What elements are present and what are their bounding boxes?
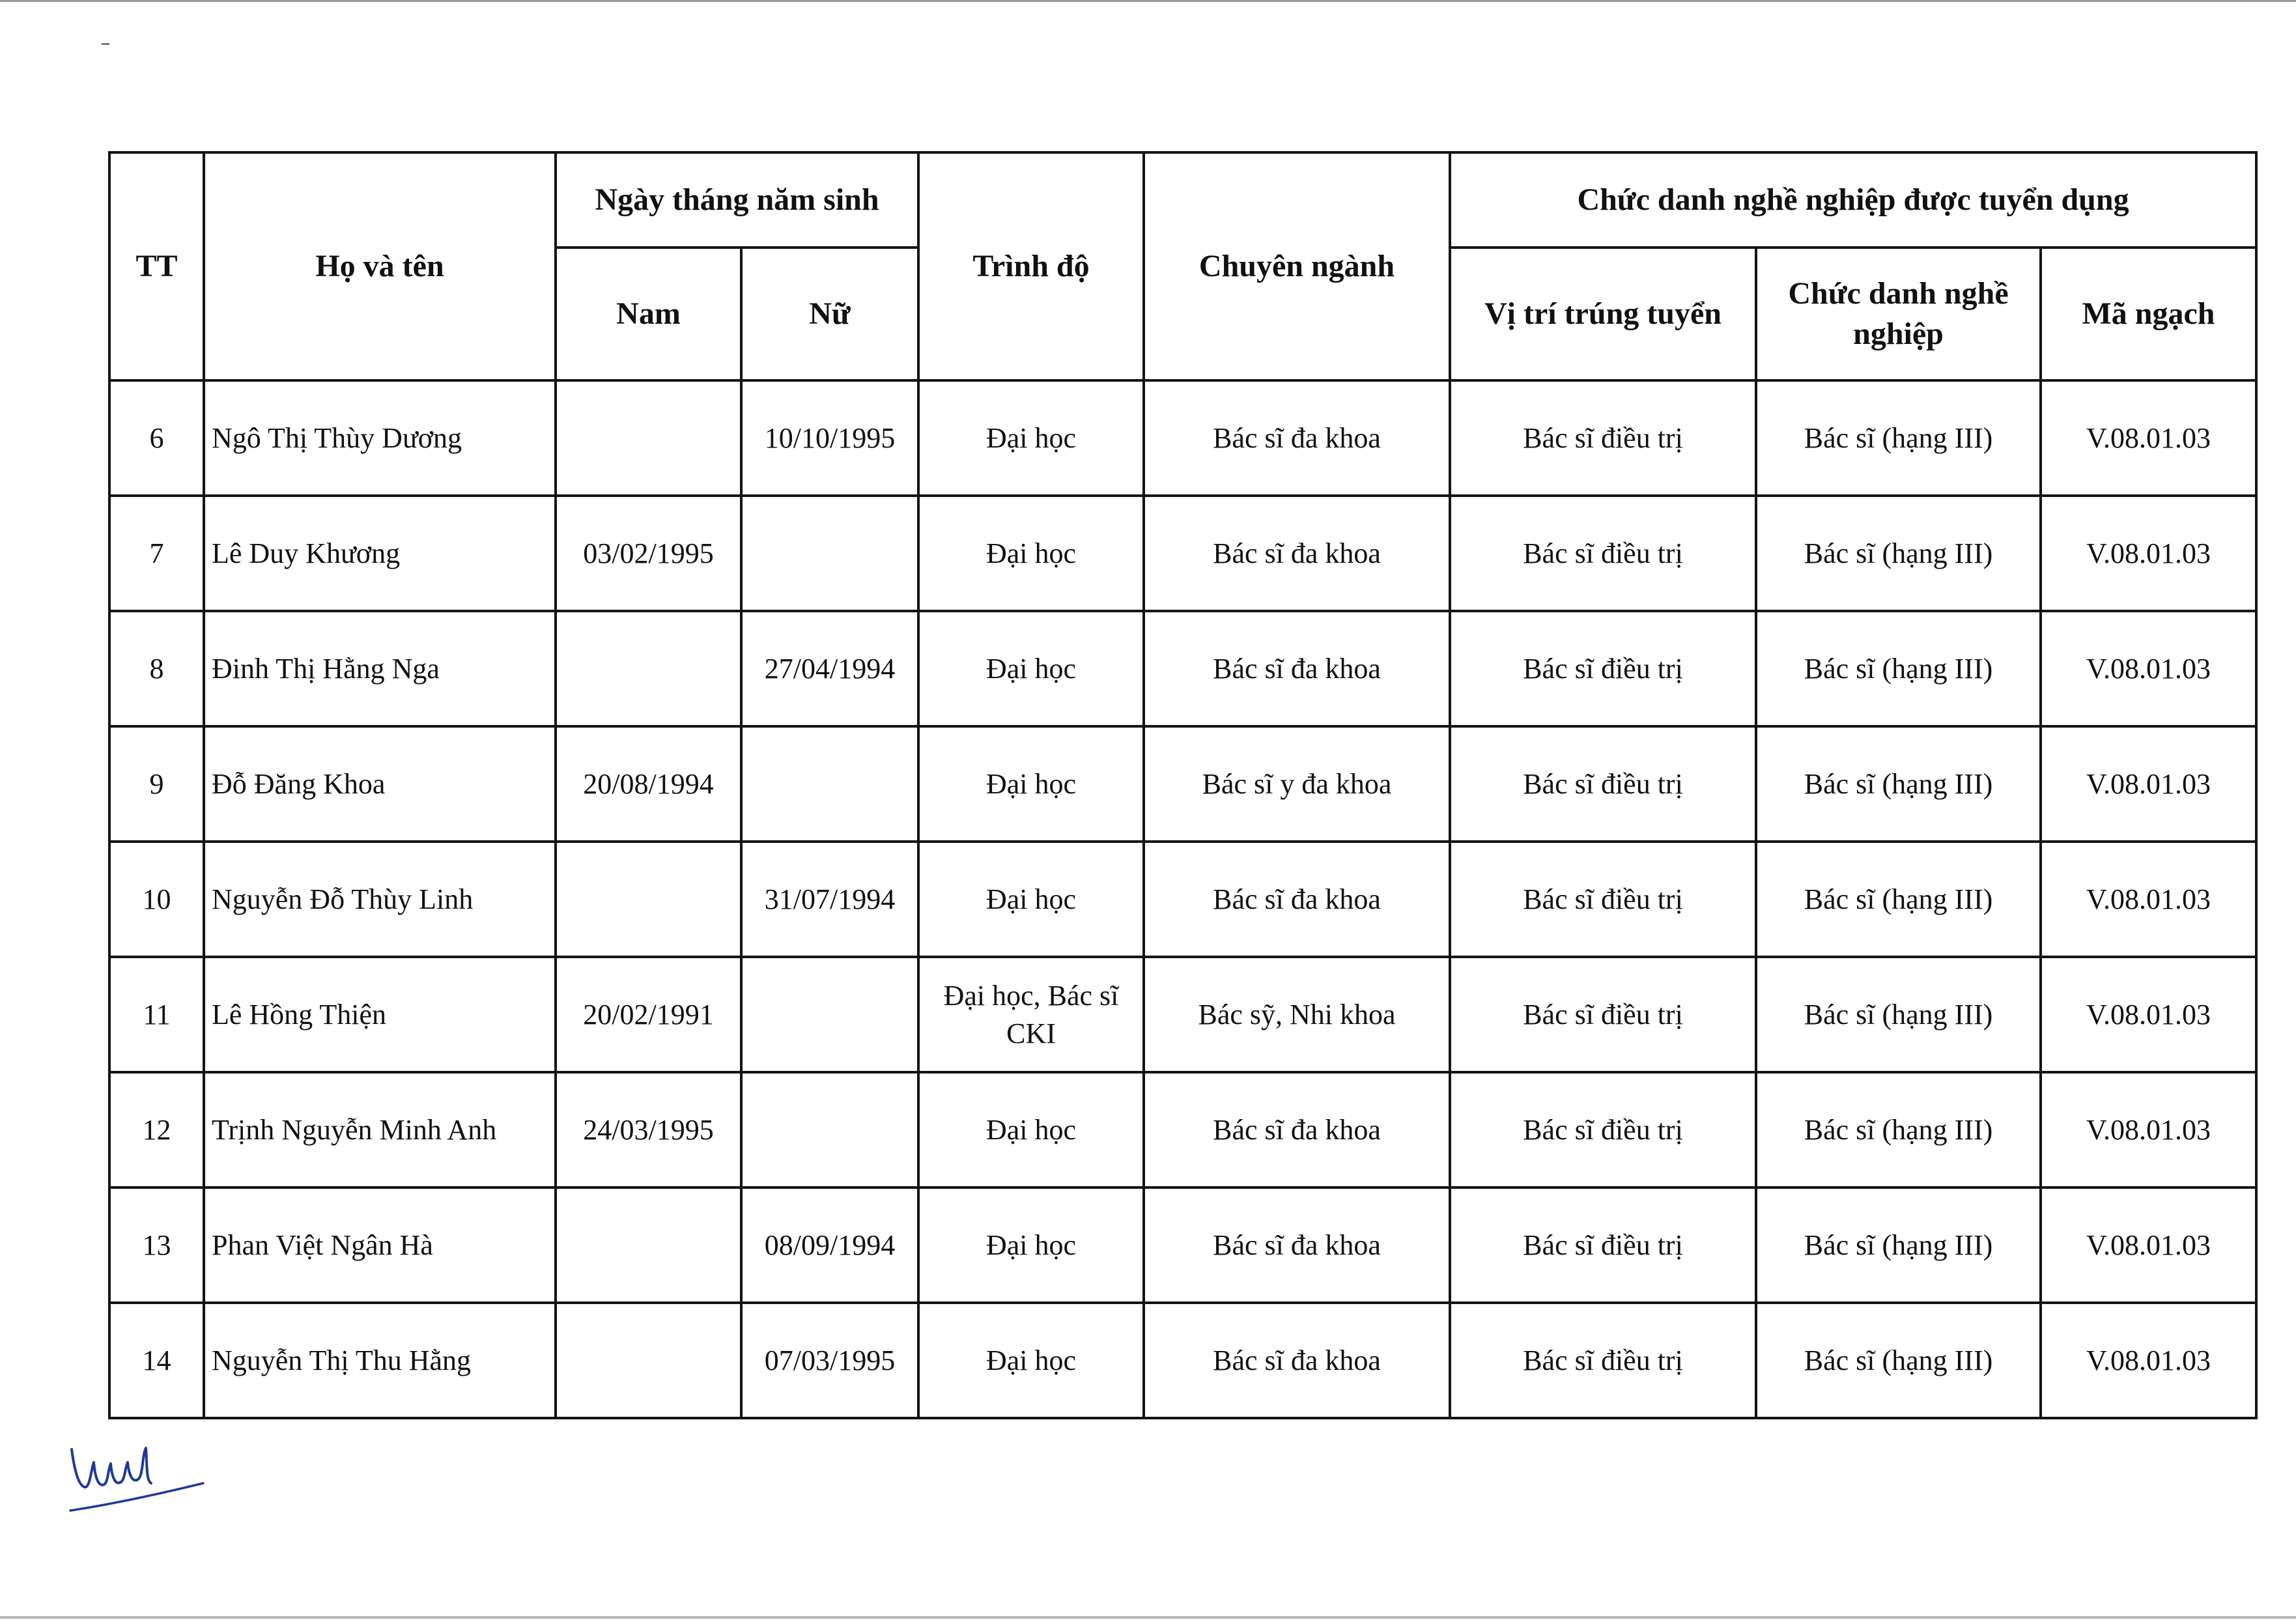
cell-dob-female — [741, 726, 918, 842]
header-major: Chuyên ngành — [1144, 152, 1450, 380]
cell-level: Đại học — [918, 1187, 1144, 1303]
cell-position: Bác sĩ điều trị — [1450, 1303, 1756, 1418]
cell-tt: 13 — [109, 1187, 204, 1303]
signature-stroke — [72, 1448, 151, 1487]
cell-tt: 11 — [109, 957, 204, 1072]
cell-name: Trịnh Nguyễn Minh Anh — [204, 1072, 556, 1187]
header-tt: TT — [109, 152, 204, 380]
cell-dob-female — [741, 957, 918, 1072]
header-title-group: Chức danh nghề nghiệp được tuyển dụng — [1450, 152, 2256, 248]
cell-position: Bác sĩ điều trị — [1450, 957, 1756, 1072]
cell-dob-female: 10/10/1995 — [741, 380, 918, 496]
cell-dob-male — [556, 842, 741, 957]
cell-name: Đỗ Đăng Khoa — [204, 726, 556, 842]
header-dob-male: Nam — [556, 248, 741, 380]
header-title: Chức danh nghề nghiệp — [1756, 248, 2041, 380]
cell-tt: 14 — [109, 1303, 204, 1418]
cell-dob-male — [556, 1187, 741, 1303]
table-row — [109, 842, 2256, 957]
cell-tt: 7 — [109, 496, 204, 611]
cell-major: Bác sĩ đa khoa — [1144, 1072, 1450, 1187]
cell-title: Bác sĩ (hạng III) — [1756, 1303, 2041, 1418]
cell-position: Bác sĩ điều trị — [1450, 1187, 1756, 1303]
table-row — [109, 496, 2256, 611]
cell-level: Đại học — [918, 496, 1144, 611]
cell-title: Bác sĩ (hạng III) — [1756, 496, 2041, 611]
header-name: Họ và tên — [204, 152, 556, 380]
header-dob-female: Nữ — [741, 248, 918, 380]
cell-level: Đại học — [918, 842, 1144, 957]
cell-title: Bác sĩ (hạng III) — [1756, 957, 2041, 1072]
cell-dob-male — [556, 380, 741, 496]
cell-major: Bác sĩ y đa khoa — [1144, 726, 1450, 842]
cell-major: Bác sĩ đa khoa — [1144, 1187, 1450, 1303]
cell-code: V.08.01.03 — [2041, 726, 2256, 842]
cell-dob-male: 24/03/1995 — [556, 1072, 741, 1187]
cell-name: Đinh Thị Hằng Nga — [204, 611, 556, 726]
cell-name: Ngô Thị Thùy Dương — [204, 380, 556, 496]
table-body — [109, 380, 2256, 1418]
cell-major: Bác sĩ đa khoa — [1144, 1303, 1450, 1418]
cell-tt: 8 — [109, 611, 204, 726]
cell-tt: 10 — [109, 842, 204, 957]
table-header — [109, 152, 2256, 380]
header-position: Vị trí trúng tuyển — [1450, 248, 1756, 380]
header-dob-group: Ngày tháng năm sinh — [556, 152, 918, 248]
cell-name: Nguyễn Thị Thu Hằng — [204, 1303, 556, 1418]
handwritten-signature — [65, 1443, 208, 1521]
cell-title: Bác sĩ (hạng III) — [1756, 380, 2041, 496]
cell-dob-female — [741, 496, 918, 611]
cell-code: V.08.01.03 — [2041, 957, 2256, 1072]
cell-dob-male: 20/02/1991 — [556, 957, 741, 1072]
cell-level: Đại học, Bác sĩ CKI — [918, 957, 1144, 1072]
table-row — [109, 1072, 2256, 1187]
header-code: Mã ngạch — [2041, 248, 2256, 380]
cell-code: V.08.01.03 — [2041, 611, 2256, 726]
cell-name: Lê Hồng Thiện — [204, 957, 556, 1072]
table-row — [109, 726, 2256, 842]
cell-major: Bác sĩ đa khoa — [1144, 611, 1450, 726]
cell-level: Đại học — [918, 380, 1144, 496]
scan-edge-top — [0, 0, 2296, 2]
cell-tt: 12 — [109, 1072, 204, 1187]
cell-name: Nguyễn Đỗ Thùy Linh — [204, 842, 556, 957]
cell-name: Lê Duy Khương — [204, 496, 556, 611]
cell-tt: 6 — [109, 380, 204, 496]
cell-level: Đại học — [918, 726, 1144, 842]
cell-tt: 9 — [109, 726, 204, 842]
cell-title: Bác sĩ (hạng III) — [1756, 1072, 2041, 1187]
cell-position: Bác sĩ điều trị — [1450, 496, 1756, 611]
cell-major: Bác sĩ đa khoa — [1144, 380, 1450, 496]
cell-title: Bác sĩ (hạng III) — [1756, 611, 2041, 726]
signature-underline — [70, 1483, 203, 1511]
cell-dob-male: 03/02/1995 — [556, 496, 741, 611]
scan-speck — [102, 43, 109, 45]
cell-dob-female: 07/03/1995 — [741, 1303, 918, 1418]
cell-code: V.08.01.03 — [2041, 496, 2256, 611]
cell-position: Bác sĩ điều trị — [1450, 726, 1756, 842]
cell-dob-male — [556, 611, 741, 726]
cell-title: Bác sĩ (hạng III) — [1756, 726, 2041, 842]
cell-level: Đại học — [918, 1303, 1144, 1418]
table-row — [109, 380, 2256, 496]
cell-dob-female: 31/07/1994 — [741, 842, 918, 957]
cell-title: Bác sĩ (hạng III) — [1756, 842, 2041, 957]
cell-position: Bác sĩ điều trị — [1450, 842, 1756, 957]
table-row — [109, 957, 2256, 1072]
cell-code: V.08.01.03 — [2041, 380, 2256, 496]
cell-position: Bác sĩ điều trị — [1450, 380, 1756, 496]
cell-major: Bác sỹ, Nhi khoa — [1144, 957, 1450, 1072]
cell-level: Đại học — [918, 611, 1144, 726]
cell-dob-male — [556, 1303, 741, 1418]
cell-dob-male: 20/08/1994 — [556, 726, 741, 842]
cell-code: V.08.01.03 — [2041, 1072, 2256, 1187]
cell-position: Bác sĩ điều trị — [1450, 611, 1756, 726]
header-level: Trình độ — [918, 152, 1144, 380]
scan-edge-bottom — [0, 1616, 2296, 1619]
cell-dob-female — [741, 1072, 918, 1187]
cell-level: Đại học — [918, 1072, 1144, 1187]
cell-title: Bác sĩ (hạng III) — [1756, 1187, 2041, 1303]
table-row — [109, 1187, 2256, 1303]
table-row — [109, 1303, 2256, 1418]
cell-dob-female: 27/04/1994 — [741, 611, 918, 726]
cell-name: Phan Việt Ngân Hà — [204, 1187, 556, 1303]
cell-major: Bác sĩ đa khoa — [1144, 842, 1450, 957]
table-row — [109, 611, 2256, 726]
cell-position: Bác sĩ điều trị — [1450, 1072, 1756, 1187]
cell-code: V.08.01.03 — [2041, 1303, 2256, 1418]
cell-major: Bác sĩ đa khoa — [1144, 496, 1450, 611]
cell-code: V.08.01.03 — [2041, 842, 2256, 957]
cell-code: V.08.01.03 — [2041, 1187, 2256, 1303]
recruitment-table — [108, 151, 2258, 1419]
cell-dob-female: 08/09/1994 — [741, 1187, 918, 1303]
